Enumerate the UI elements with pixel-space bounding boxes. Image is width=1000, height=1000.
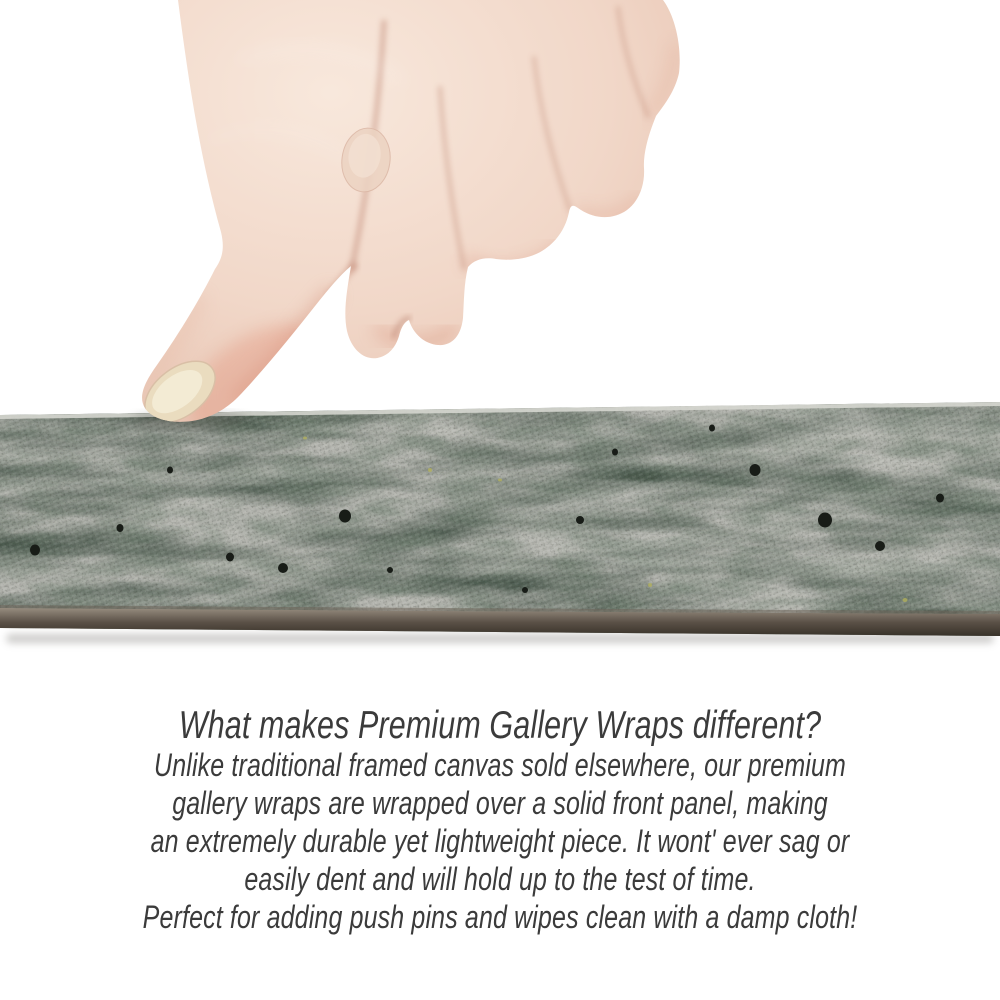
canvas-strip-shadow	[6, 634, 994, 643]
caption-block	[110, 706, 890, 936]
caption-line-3: an extremely durable yet lightweight piece. It wont' ever sag or	[150, 823, 850, 859]
canvas-edge-strip-photo	[0, 398, 1000, 640]
hand-pressing-thumb-photo	[0, 0, 720, 432]
canvas-texture-image	[0, 398, 1000, 640]
caption-line-4: easily dent and will hold up to the test of time.	[244, 861, 756, 897]
caption-heading: What makes Premium Gallery Wraps different?	[178, 704, 822, 747]
caption-line-2: gallery wraps are wrapped over a solid front panel, making	[172, 785, 828, 821]
canvas-weave-pattern	[0, 398, 1000, 640]
caption-line-5: Perfect for adding push pins and wipes clean with a damp cloth!	[142, 899, 858, 935]
caption-line-1: Unlike traditional framed canvas sold elsewhere, our premium	[154, 747, 846, 783]
